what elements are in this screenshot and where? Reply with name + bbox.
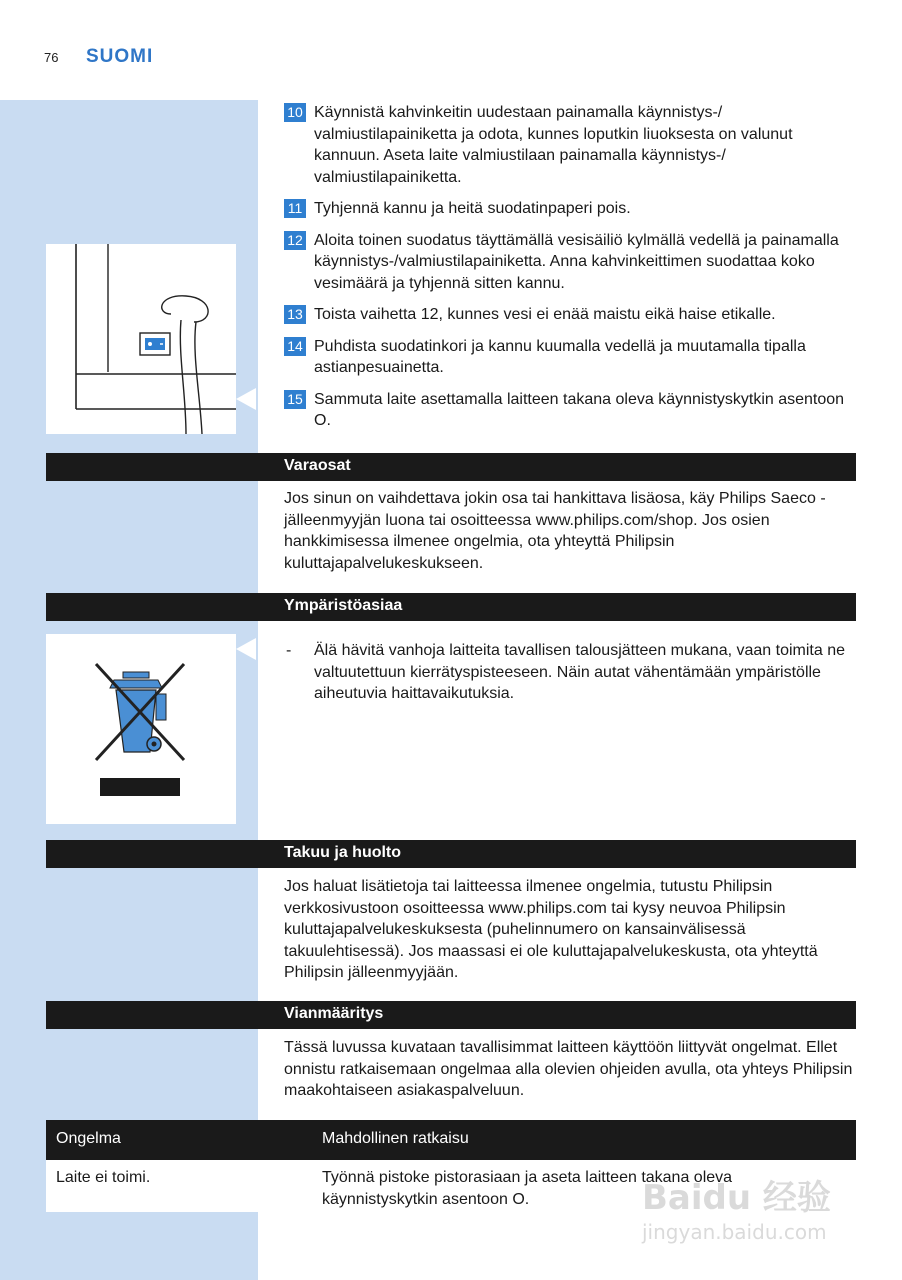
step-text: Puhdista suodatinkori ja kannu kuumalla vedellä ja muutamalla tipalla astianpesuainetta.	[314, 337, 806, 376]
appliance-switch-illustration	[46, 244, 236, 434]
section-title: Ympäristöasiaa	[284, 597, 403, 614]
illustration-pointer	[236, 638, 256, 660]
cell-problem: Laite ei toimi.	[56, 1169, 151, 1186]
table-header	[46, 1120, 856, 1160]
step-number: 15	[284, 390, 306, 409]
section-header-takuu	[46, 840, 856, 868]
step-item	[284, 102, 854, 188]
baidu-watermark	[642, 1170, 852, 1270]
language-heading: SUOMI	[86, 46, 154, 67]
vianmaaritys-text: Tässä luvussa kuvataan tavallisimmat laitteen käyttöön liittyvät ongelmat. Ellet onnistu ratkaisemaan ongelmaa alla olevien ohjeiden avulla, ota yhteys Philipsin maakohtaiseen asiakaspalveluun.	[284, 1039, 853, 1099]
watermark-logo: Baidu 经验	[642, 1178, 831, 1218]
step-item	[284, 389, 854, 432]
step-text: Tyhjennä kannu ja heitä suodatinpaperi pois.	[314, 200, 631, 217]
list-item-text: Älä hävitä vanhoja laitteita tavallisen talousjätteen mukana, vaan toimita ne valtuutettuun kierrätyspisteeseen. Näin autat vähentämään ympäristölle aiheutuvia haittavaikutuksia.	[314, 642, 845, 702]
column-header-problem: Ongelma	[56, 1130, 121, 1147]
step-text: Sammuta laite asettamalla laitteen takana oleva käynnistyskytkin asentoon O.	[314, 390, 845, 429]
step-text: Toista vaihetta 12, kunnes vesi ei enää maistu eikä haise etikalle.	[314, 306, 776, 323]
section-title: Vianmääritys	[284, 1005, 384, 1022]
step-text: Aloita toinen suodatus täyttämällä vesisäiliö kylmällä vedellä ja painamalla käynnistys-/valmiustilapainiketta. Anna kahvinkeittimen suodattaa koko vesimäärä ja tyhjennä sitten kannu.	[314, 231, 839, 292]
section-title: Varaosat	[284, 457, 351, 474]
step-number: 14	[284, 337, 306, 356]
weee-illustration	[46, 634, 236, 824]
list-item	[284, 640, 854, 705]
section-header-varaosat	[46, 453, 856, 481]
column-header-solution: Mahdollinen ratkaisu	[322, 1130, 469, 1147]
step-item	[284, 198, 854, 220]
list-dash: -	[286, 642, 292, 659]
step-number: 10	[284, 103, 306, 122]
ymparisto-text	[284, 640, 854, 705]
takuu-text: Jos haluat lisätietoja tai laitteessa ilmenee ongelmia, tutustu Philipsin verkkosivustoon osoitteessa www.philips.com tai kysy neuvoa Philipsin kuluttajapalvelukeskuksesta (puhelinnumero on kansainvälisessä takuulehtisessä). Jos maassasi ei ole kuluttajapalvelukeskusta, ota yhteyttä Philipsin jälleenmyyjään.	[284, 878, 818, 981]
power-switch-plug-icon	[46, 244, 236, 434]
step-number: 12	[284, 231, 306, 250]
varaosat-text: Jos sinun on vaihdettava jokin osa tai hankittava lisäosa, käy Philips Saeco -jälleenmyyjän luona tai osoitteessa www.philips.com/shop. Jos osien hankkimisessa ilmenee ongelmia, ota yhteyttä Philipsin kuluttajapalvelukeskukseen.	[284, 490, 826, 572]
section-title: Takuu ja huolto	[284, 844, 402, 861]
section-header-ymparisto	[46, 593, 856, 621]
step-item	[284, 230, 854, 295]
step-item	[284, 336, 854, 379]
step-number: 13	[284, 305, 306, 324]
cell-solution: Työnnä pistoke pistorasiaan ja aseta laitteen takana oleva käynnistyskytkin asentoon O.	[322, 1169, 733, 1208]
step-item	[284, 304, 854, 326]
step-text: Käynnistä kahvinkeitin uudestaan painamalla käynnistys-/ valmiustilapainiketta ja odota, kunnes loputkin liuoksesta on valunut kannuun. Aseta laite valmiustilaan painamalla käynnistys-/ valmiustilapainiketta.	[314, 104, 793, 186]
illustration-pointer	[236, 388, 256, 410]
page-number: 76	[44, 50, 59, 65]
section-header-vianmaaritys	[46, 1001, 856, 1029]
watermark-url: jingyan.baidu.com	[642, 1220, 827, 1244]
step-number: 11	[284, 199, 306, 218]
steps-list	[284, 102, 854, 442]
crossed-out-bin-icon	[46, 634, 236, 824]
